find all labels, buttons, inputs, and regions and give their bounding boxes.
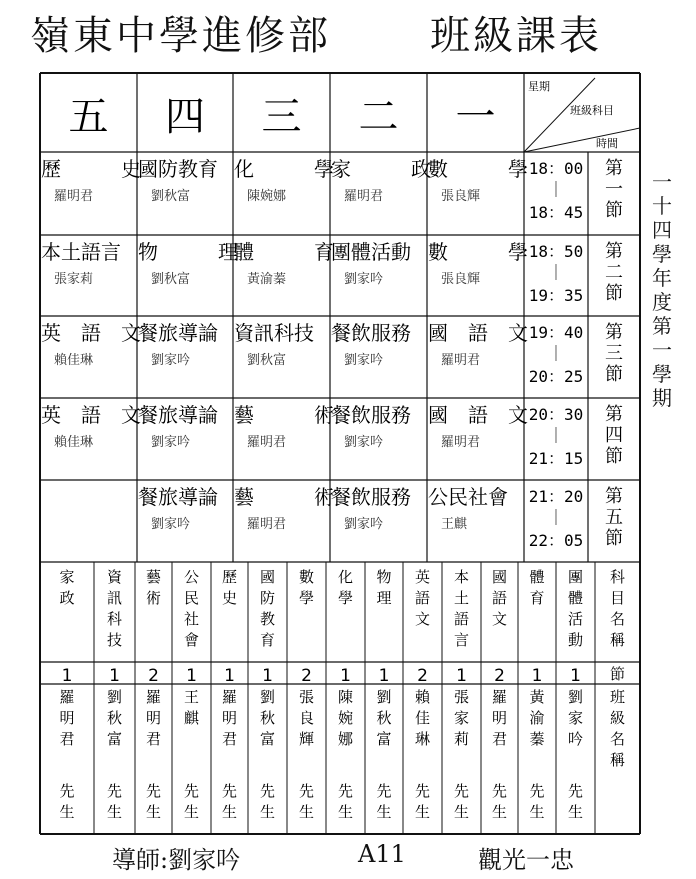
summary-teacher-name: 羅 [145,688,162,706]
summary-teacher-title: 先 [59,782,75,800]
summary-subject-name: 英 [414,568,431,586]
summary-subject-name: 本 [453,568,470,586]
summary-period-count: 1 [378,666,390,686]
period-start-time: 20：30 [528,405,584,424]
period-cell-teacher: 劉家吟 [344,353,384,368]
summary-subject-name: 語 [491,589,508,607]
term-label-char: 一 [652,170,672,194]
summary-teacher-title: 生 [337,803,354,821]
summary-teacher-title: 生 [106,803,123,821]
day-heading: 二 [358,94,399,140]
period-cell-teacher: 劉秋富 [247,353,287,368]
summary-subject-name: 社 [183,610,200,628]
period-cell-teacher: 王麒 [441,517,468,532]
period-time-divider: ｜ [547,508,565,527]
term-label-char: 期 [652,386,672,410]
summary-subject-name: 物 [376,568,392,586]
summary-teacher-name: 賴 [414,688,431,706]
summary-period-count: 1 [570,666,581,686]
summary-teacher-title: 先 [337,782,354,800]
summary-subject-name: 資 [106,568,123,586]
summary-subject-name: 學 [298,589,315,607]
summary-subject-name: 歷 [221,568,238,586]
period-cell-subject: 藝 術 [234,403,334,427]
day-heading: 四 [165,94,205,140]
period-cell-subject: 國 語 文 [428,403,528,427]
summary-period-count: 1 [340,666,351,686]
summary-teacher-name: 吟 [567,730,584,748]
summary-subject-name: 體 [529,568,545,586]
summary-teacher-title: 生 [453,803,470,821]
summary-teacher-name: 羅 [491,688,508,706]
summary-teacher-title: 生 [183,803,200,821]
summary-subject-name: 文 [414,610,431,628]
period-cell-subject: 餐飲服務 [331,485,411,509]
period-label: 第 [605,241,623,262]
summary-period-count: 2 [417,666,428,686]
period-cell-teacher: 羅明君 [247,435,287,450]
summary-row-label-teacher: 名 [609,730,626,748]
period-start-time: 19：40 [528,323,584,342]
summary-period-count: 1 [109,666,120,686]
term-label [650,170,674,410]
period-end-time: 22：05 [528,531,584,550]
period-cell-teacher: 羅明君 [441,435,481,450]
summary-period-count: 2 [301,666,312,686]
summary-teacher-name: 劉 [106,688,123,706]
period-cell-teacher: 賴佳琳 [54,353,94,368]
period-cell-subject: 餐旅導論 [138,321,218,345]
summary-teacher-title: 生 [414,803,431,821]
corner-time-label: 時間 [596,137,618,150]
period-cell-subject: 公民社會 [428,485,508,509]
period-cell-subject: 家 政 [331,157,431,181]
summary-subject-name: 教 [259,610,276,628]
summary-subject-name: 數 [298,568,315,586]
period-label: 四 [605,425,623,446]
summary-teacher-title: 生 [259,803,276,821]
summary-subject-name: 會 [183,631,200,649]
summary-teacher-name: 明 [221,709,238,727]
summary-teacher-title: 先 [106,782,123,800]
summary-subject-name: 訊 [106,589,123,607]
period-label: 節 [605,446,623,467]
period-cell-teacher: 劉秋富 [151,189,191,204]
summary-teacher-name: 劉 [567,688,584,706]
term-label-char: 十 [652,194,672,218]
class-name: 觀光一忠 [478,846,574,874]
period-label: 二 [605,262,623,283]
period-time-divider: ｜ [547,426,565,445]
summary-teacher-title: 生 [59,803,75,821]
summary-subject-name: 體 [567,589,584,607]
period-cell-subject: 數 學 [428,157,528,181]
summary-subject-name: 科 [106,610,123,628]
summary-subject-name: 動 [567,631,584,649]
period-end-time: 21：15 [528,449,584,468]
period-label: 第 [605,486,623,507]
summary-period-count: 2 [148,666,159,686]
summary-teacher-title: 先 [567,782,584,800]
period-cell-teacher: 劉秋富 [151,272,191,287]
period-label: 三 [605,343,623,364]
summary-subject-name: 團 [567,568,584,586]
period-cell-subject: 化 學 [234,157,334,181]
summary-subject-name: 公 [183,568,200,586]
summary-period-count: 1 [531,666,543,686]
period-start-time: 21：20 [528,487,584,506]
period-cell-subject: 國 語 文 [428,321,528,345]
homeroom-teacher: 導師:劉家吟 [112,846,241,874]
summary-row-label-teacher: 稱 [609,751,626,769]
summary-row-label-subject: 稱 [609,631,626,649]
summary-teacher-title: 生 [298,803,315,821]
summary-teacher-title: 生 [491,803,508,821]
summary-subject-name: 家 [59,568,75,586]
period-label: 節 [605,364,623,385]
summary-row-label-teacher: 級 [609,709,626,727]
summary-teacher-name: 渝 [529,709,545,727]
summary-teacher-name: 麒 [183,709,200,727]
summary-teacher-name: 良 [298,709,315,727]
summary-subject-name: 文 [491,610,508,628]
summary-teacher-name: 黃 [529,688,545,706]
summary-teacher-title: 生 [221,803,238,821]
term-label-char: 一 [652,338,672,362]
period-cell-teacher: 劉家吟 [344,435,384,450]
summary-row-label-subject: 科 [609,568,626,586]
period-cell-teacher: 張家莉 [54,272,94,287]
summary-subject-name: 育 [259,631,276,649]
summary-subject-name: 國 [491,568,508,586]
day-heading: 一 [455,94,496,140]
summary-teacher-name: 家 [453,709,470,727]
period-cell-teacher: 劉家吟 [151,353,191,368]
summary-teacher-name: 明 [491,709,508,727]
summary-teacher-name: 蓁 [529,730,545,748]
school-title: 嶺東中學進修部 [30,13,331,59]
summary-teacher-name: 佳 [414,709,431,727]
period-cell-teacher: 羅明君 [247,517,287,532]
period-time-divider: ｜ [547,263,565,282]
summary-period-count: 1 [61,666,73,686]
summary-teacher-name: 婉 [337,709,354,727]
room-number: A11 [358,840,406,868]
corner-week-label: 星期 [528,80,550,93]
period-cell-subject: 餐旅導論 [138,485,218,509]
period-cell-subject: 體 育 [234,240,334,264]
period-label: 五 [605,507,623,528]
summary-teacher-name: 明 [59,709,75,727]
period-cell-subject: 餐飲服務 [331,403,411,427]
summary-subject-name: 政 [59,589,75,607]
summary-subject-name: 理 [376,589,392,607]
corner-class-subject-label: 班級科目 [570,104,614,117]
period-cell-subject: 物 理 [138,240,238,264]
summary-teacher-title: 生 [145,803,162,821]
summary-teacher-name: 君 [491,730,508,748]
summary-teacher-name: 富 [106,730,123,748]
period-cell-teacher: 陳婉娜 [247,189,287,204]
period-end-time: 18：45 [528,203,584,222]
period-cell-subject: 資訊科技 [234,321,314,345]
summary-teacher-name: 琳 [414,730,431,748]
summary-row-label-teacher: 班 [609,688,626,706]
term-label-char: 度 [652,290,672,314]
summary-period-count: 1 [224,666,235,686]
period-cell-teacher: 張良輝 [441,272,481,287]
period-cell-subject: 國防教育 [138,157,218,181]
term-label-char: 四 [652,218,672,242]
period-cell-teacher: 張良輝 [441,189,481,204]
corner-diagonal [524,128,640,152]
summary-teacher-title: 生 [529,803,545,821]
period-start-time: 18：50 [528,242,584,261]
period-cell-teacher: 劉家吟 [151,435,191,450]
summary-subject-name: 語 [414,589,431,607]
period-label: 節 [605,200,623,221]
summary-teacher-name: 娜 [337,730,354,748]
term-label-char: 學 [652,242,672,266]
period-cell-subject: 英 語 文 [41,403,141,427]
summary-subject-name: 藝 [145,568,162,586]
summary-row-label-periods: 節 [609,665,626,683]
period-cell-subject: 數 學 [428,240,528,264]
period-cell-teacher: 羅明君 [441,353,481,368]
summary-teacher-title: 先 [453,782,470,800]
period-label: 一 [605,179,623,200]
summary-subject-name: 國 [259,568,276,586]
summary-subject-name: 土 [453,589,470,607]
summary-teacher-name: 秋 [106,709,123,727]
period-cell-teacher: 羅明君 [344,189,384,204]
summary-subject-name: 育 [529,589,545,607]
summary-subject-name: 語 [453,610,470,628]
summary-teacher-title: 先 [376,782,392,800]
summary-teacher-name: 羅 [221,688,238,706]
period-cell-teacher: 羅明君 [54,189,94,204]
summary-teacher-name: 君 [59,730,75,748]
summary-teacher-name: 莉 [453,730,470,748]
summary-teacher-title: 先 [221,782,238,800]
period-cell-teacher: 劉家吟 [344,272,384,287]
period-end-time: 19：35 [528,286,584,305]
period-cell-subject: 本土語言 [41,240,121,264]
term-label-char: 第 [652,314,672,338]
period-cell-teacher: 賴佳琳 [54,435,94,450]
period-label: 第 [605,158,623,179]
period-label: 節 [605,528,623,549]
summary-period-count: 1 [262,666,273,686]
period-time-divider: ｜ [547,180,565,199]
summary-teacher-name: 秋 [259,709,276,727]
period-cell-subject: 藝 術 [234,485,334,509]
period-label: 節 [605,283,623,304]
summary-teacher-name: 張 [453,688,470,706]
summary-teacher-title: 先 [491,782,508,800]
period-cell-subject: 餐旅導論 [138,403,218,427]
summary-subject-name: 術 [145,589,162,607]
period-start-time: 18：00 [528,159,584,178]
day-heading: 五 [68,94,109,140]
summary-period-count: 2 [494,666,505,686]
summary-teacher-name: 劉 [376,688,392,706]
summary-teacher-name: 君 [221,730,238,748]
summary-teacher-name: 明 [145,709,162,727]
summary-subject-name: 防 [259,589,276,607]
summary-teacher-name: 劉 [259,688,276,706]
summary-teacher-title: 先 [183,782,200,800]
period-cell-subject: 團體活動 [331,240,411,264]
period-label: 第 [605,404,623,425]
period-cell-subject: 餐飲服務 [331,321,411,345]
term-label-char: 年 [652,266,672,290]
summary-teacher-name: 家 [567,709,584,727]
document-title: 班級課表 [430,13,602,59]
period-label: 第 [605,322,623,343]
period-time-divider: ｜ [547,344,565,363]
summary-teacher-name: 富 [259,730,276,748]
period-cell-subject: 歷 史 [41,157,141,181]
period-cell-teacher: 劉家吟 [151,517,191,532]
term-label-char: 學 [652,362,672,386]
summary-subject-name: 言 [453,631,470,649]
summary-teacher-name: 羅 [59,688,75,706]
summary-row-label-subject: 名 [609,610,626,628]
summary-row-label-subject: 目 [609,589,626,607]
summary-teacher-name: 陳 [337,688,354,706]
summary-subject-name: 學 [337,589,354,607]
summary-teacher-name: 富 [376,730,392,748]
summary-subject-name: 活 [567,610,584,628]
summary-teacher-name: 輝 [298,730,315,748]
period-end-time: 20：25 [528,367,584,386]
summary-period-count: 1 [186,666,197,686]
summary-teacher-name: 秋 [376,709,392,727]
summary-subject-name: 技 [106,631,123,649]
summary-teacher-title: 先 [529,782,545,800]
summary-subject-name: 化 [337,568,354,586]
summary-teacher-title: 先 [414,782,431,800]
summary-teacher-title: 生 [376,803,392,821]
summary-teacher-title: 先 [145,782,162,800]
summary-subject-name: 史 [221,589,238,607]
day-heading: 三 [261,94,302,140]
summary-teacher-name: 君 [145,730,162,748]
period-cell-teacher: 黃渝蓁 [247,272,287,287]
period-cell-subject: 英 語 文 [41,321,141,345]
summary-teacher-name: 王 [183,688,200,706]
summary-teacher-title: 生 [567,803,584,821]
summary-subject-name: 民 [183,589,200,607]
period-cell-teacher: 劉家吟 [344,517,384,532]
summary-teacher-name: 張 [298,688,315,706]
summary-teacher-title: 先 [259,782,276,800]
summary-teacher-title: 先 [298,782,315,800]
summary-period-count: 1 [456,666,467,686]
